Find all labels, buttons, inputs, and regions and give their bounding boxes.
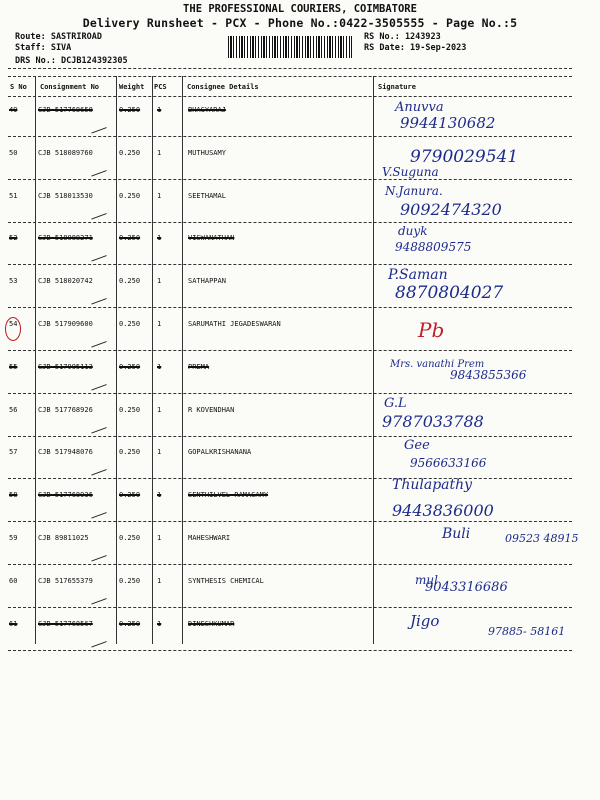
row-52-weight: 0.250 xyxy=(119,234,141,243)
check-tick-icon xyxy=(89,421,106,433)
row-59-weight: 0.250 xyxy=(119,534,141,542)
row-49-name: BHAGYARAJ xyxy=(188,106,226,114)
rs-date: RS Date: 19-Sep-2023 xyxy=(364,43,467,53)
handwritten-signature: 9843855366 xyxy=(450,367,527,382)
row-60-cons: CJB 517655379 xyxy=(38,576,93,585)
row-53-cons: CJB 518020742 xyxy=(38,277,93,286)
handwritten-signature: 9790029541 xyxy=(410,146,519,167)
company-title: THE PROFESSIONAL COURIERS, COIMBATORE xyxy=(183,3,417,15)
check-tick-icon xyxy=(89,121,106,133)
handwritten-signature: 97885- 58161 xyxy=(488,624,566,638)
route-label: Route: SASTRIROAD xyxy=(15,32,102,42)
row-54-weight: 0.250 xyxy=(119,320,141,328)
row-49-sno: 49 xyxy=(9,106,18,114)
row-divider xyxy=(8,436,572,437)
col-header-consignee: Consignee Details xyxy=(187,83,259,91)
col-header-weight: Weight xyxy=(119,83,145,91)
row-divider xyxy=(8,393,572,394)
row-59-sno: 59 xyxy=(9,534,18,542)
row-57-cons: CJB 517948076 xyxy=(38,448,93,457)
row-59-name: MAHESHWARI xyxy=(188,534,231,542)
handwritten-signature: 9092474320 xyxy=(400,199,502,219)
row-60-weight: 0.250 xyxy=(119,576,141,585)
handwritten-signature: 9488809575 xyxy=(395,240,472,255)
row-56-pcs: 1 xyxy=(157,405,162,414)
row-59-pcs: 1 xyxy=(157,534,162,542)
barcode xyxy=(228,36,352,58)
row-58-cons: CJB 517768936 xyxy=(38,491,93,500)
row-61-sno: 61 xyxy=(9,619,18,628)
row-58-sno: 58 xyxy=(9,491,18,500)
handwritten-signature: 9043316686 xyxy=(425,579,508,595)
col-header-pcs: PCS xyxy=(154,83,167,91)
col-header-consignment: Consignment No xyxy=(40,83,100,91)
row-57-weight: 0.250 xyxy=(119,448,141,457)
check-tick-icon xyxy=(89,335,106,347)
row-divider xyxy=(8,179,572,180)
row-57-pcs: 1 xyxy=(157,448,162,457)
column-divider xyxy=(152,76,153,644)
row-55-pcs: 1 xyxy=(157,362,162,371)
check-tick-icon xyxy=(89,592,106,604)
handwritten-signature: Gee xyxy=(404,438,430,454)
row-55-weight: 0.250 xyxy=(119,362,141,371)
row-divider xyxy=(8,136,572,137)
row-55-name: PREMA xyxy=(188,362,210,371)
row-51-pcs: 1 xyxy=(157,191,162,200)
handwritten-signature: Anuvva xyxy=(395,100,444,115)
handwritten-signature: 9944130682 xyxy=(400,114,496,132)
row-53-name: SATHAPPAN xyxy=(188,277,226,286)
column-divider xyxy=(182,76,183,644)
row-52-name: VISWANATHAN xyxy=(188,234,235,243)
check-tick-icon xyxy=(89,464,106,476)
row-54-name: SARUMATHI JEGADESWARAN xyxy=(188,320,281,328)
handwritten-signature: Jigo xyxy=(410,611,440,630)
row-51-weight: 0.250 xyxy=(119,191,141,200)
row-60-pcs: 1 xyxy=(157,576,162,585)
row-56-sno: 56 xyxy=(9,405,18,414)
column-divider xyxy=(35,76,36,644)
header-divider xyxy=(8,76,572,77)
row-51-name: SEETHAMAL xyxy=(188,191,226,200)
check-tick-icon xyxy=(89,207,106,219)
check-tick-icon xyxy=(89,635,106,647)
row-51-cons: CJB 518013530 xyxy=(38,191,93,200)
handwritten-signature: 09523 48915 xyxy=(505,532,579,545)
row-57-sno: 57 xyxy=(9,448,18,457)
handwritten-signature: G.L xyxy=(384,395,407,411)
row-60-sno: 60 xyxy=(9,576,18,585)
check-tick-icon xyxy=(89,164,106,176)
col-header-sno: S No xyxy=(10,83,27,91)
row-divider xyxy=(8,564,572,565)
column-divider xyxy=(373,76,374,644)
drs-number: DRS No.: DCJB124392305 xyxy=(15,56,128,66)
row-50-sno: 50 xyxy=(9,148,18,157)
check-tick-icon xyxy=(89,293,106,305)
row-divider xyxy=(8,222,572,223)
handwritten-signature: Pb xyxy=(418,318,445,342)
row-61-cons: CJB 517768567 xyxy=(38,619,93,628)
row-divider xyxy=(8,650,572,651)
handwritten-signature: P.Saman xyxy=(388,267,448,284)
staff-label: Staff: SIVA xyxy=(15,43,72,53)
row-50-weight: 0.250 xyxy=(119,148,141,157)
row-56-weight: 0.250 xyxy=(119,405,141,414)
rs-number: RS No.: 1243923 xyxy=(364,32,441,42)
row-54-pcs: 1 xyxy=(157,320,162,328)
handwritten-signature: 9443836000 xyxy=(392,501,494,521)
row-53-pcs: 1 xyxy=(157,277,162,286)
check-tick-icon xyxy=(89,250,106,262)
annotation-circle xyxy=(5,317,21,341)
row-50-cons: CJB 518089760 xyxy=(38,148,93,157)
column-divider xyxy=(116,76,117,644)
header-divider xyxy=(8,68,572,69)
row-49-cons: CJB 517768658 xyxy=(38,106,93,114)
row-60-name: SYNTHESIS CHEMICAL xyxy=(188,576,264,585)
row-divider xyxy=(8,521,572,522)
handwritten-signature: V.Suguna xyxy=(382,164,439,179)
row-58-pcs: 1 xyxy=(157,491,162,500)
row-55-sno: 55 xyxy=(9,362,18,371)
row-58-weight: 0.250 xyxy=(119,491,141,500)
check-tick-icon xyxy=(89,378,106,390)
row-56-name: R KOVENDHAN xyxy=(188,405,235,414)
row-49-pcs: 1 xyxy=(157,106,162,114)
row-52-sno: 52 xyxy=(9,234,18,243)
row-52-pcs: 1 xyxy=(157,234,162,243)
handwritten-signature: Buli xyxy=(442,526,471,542)
row-57-name: GOPALKRISHANANA xyxy=(188,448,252,457)
row-61-pcs: 1 xyxy=(157,619,162,628)
handwritten-signature: Thulapathy xyxy=(392,477,473,494)
row-54-cons: CJB 517909600 xyxy=(38,320,93,328)
handwritten-signature: 8870804027 xyxy=(395,283,504,304)
row-50-name: MUTHUSAMY xyxy=(188,148,226,157)
row-divider xyxy=(8,478,572,479)
row-divider xyxy=(8,607,572,608)
row-59-cons: CJB 89811025 xyxy=(38,534,89,542)
row-divider xyxy=(8,264,572,265)
col-header-signature: Signature xyxy=(378,83,416,91)
row-52-cons: CJB 518088271 xyxy=(38,234,93,243)
row-61-name: DINESHKUMAR xyxy=(188,619,235,628)
row-49-weight: 0.250 xyxy=(119,106,141,114)
row-61-weight: 0.250 xyxy=(119,619,141,628)
check-tick-icon xyxy=(89,549,106,561)
row-54-sno: 54 xyxy=(9,320,18,328)
row-58-name: SENTHILVEL RAMASAMY xyxy=(188,491,269,500)
header-divider xyxy=(8,96,572,97)
row-55-cons: CJB 517995113 xyxy=(38,362,93,371)
handwritten-signature: mul xyxy=(415,572,438,587)
handwritten-signature: N.Janura. xyxy=(385,183,443,198)
handwritten-signature: Mrs. vanathi Prem xyxy=(390,358,485,370)
handwritten-signature: 9787033788 xyxy=(382,411,484,431)
row-divider xyxy=(8,307,572,308)
row-53-sno: 53 xyxy=(9,277,18,286)
row-53-weight: 0.250 xyxy=(119,277,141,286)
row-50-pcs: 1 xyxy=(157,148,162,157)
runsheet-subtitle: Delivery Runsheet - PCX - Phone No.:0422-3505555 - Page No.:5 xyxy=(82,16,518,30)
handwritten-signature: 9566633166 xyxy=(410,456,487,471)
row-divider xyxy=(8,350,572,351)
handwritten-signature: duyk xyxy=(398,224,428,239)
row-56-cons: CJB 517768926 xyxy=(38,405,93,414)
check-tick-icon xyxy=(89,507,106,519)
row-51-sno: 51 xyxy=(9,191,18,200)
